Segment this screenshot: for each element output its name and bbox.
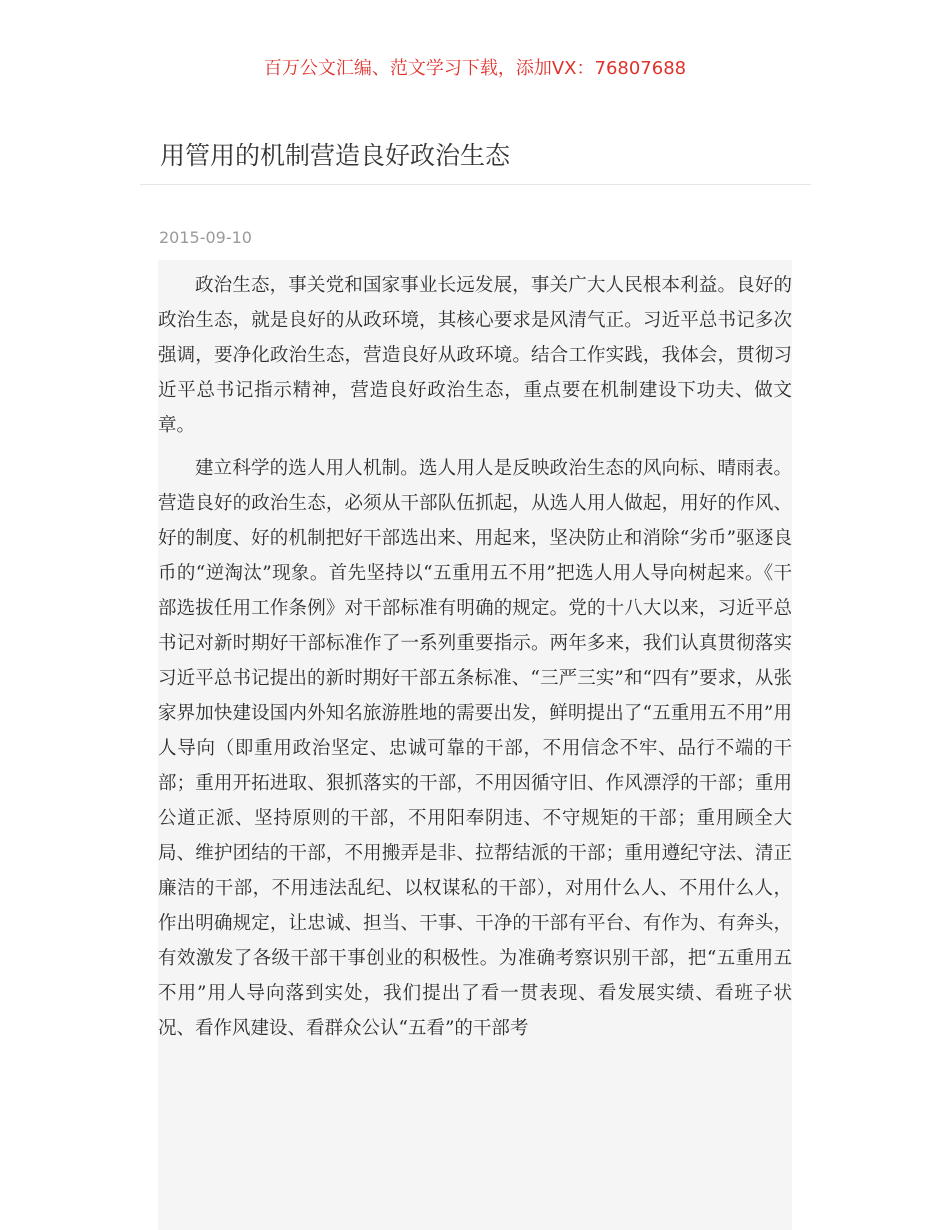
header-banner: 百万公文汇编、范文学习下载，添加VX：76807688	[263, 58, 687, 79]
publish-date: 2015-09-10	[159, 228, 252, 247]
article-title: 用管用的机制营造良好政治生态	[160, 141, 511, 170]
title-divider	[140, 184, 811, 185]
article-paragraph: 建立科学的选人用人机制。选人用人是反映政治生态的风向标、晴雨表。营造良好的政治生态，必须从干部队伍抓起，从选人用人做起，用好的作风、好的制度、好的机制把好干部选出来、用起来，坚决防止和消除“劣币”驱逐良币的“逆淘汰”现象。首先坚持以“五重用五不用”把选人用人导向树起来。《干部选拔任用工作条例》对干部标准有明确的规定。党的十八大以来，习近平总书记对新时期好干部标准作了一系列重要指示。两年多来，我们认真贯彻落实习近平总书记提出的新时期好干部五条标准、“三严三实”和“四有”要求，从张家界加快建设国内外知名旅游胜地的需要出发，鲜明提出了“五重用五不用”用人导向（即重用政治坚定、忠诚可靠的干部，不用信念不牢、品行不端的干部；重用开拓进取、狠抓落实的干部，不用因循守旧、作风漂浮的干部；重用公道正派、坚持原则的干部，不用阳奉阴违、不守规矩的干部；重用顾全大局、维护团结的干部，不用搬弄是非、拉帮结派的干部；重用遵纪守法、清正廉洁的干部，不用违法乱纪、以权谋私的干部），对用什么人、不用什么人，作出明确规定，让忠诚、担当、干事、干净的干部有平台、有作为、有奔头，有效激发了各级干部干事创业的积极性。为准确考察识别干部，把“五重用五不用”用人导向落到实处，我们提出了看一贯表现、看发展实绩、看班子状况、看作风建设、看群众公认“五看”的干部考	[158, 458, 792, 1039]
article-body	[158, 260, 792, 1230]
article-paragraph: 政治生态，事关党和国家事业长远发展，事关广大人民根本利益。良好的政治生态，就是良好的从政环境，其核心要求是风清气正。习近平总书记多次强调，要净化政治生态，营造良好从政环境。结合工作实践，我体会，贯彻习近平总书记指示精神，营造良好政治生态，重点要在机制建设下功夫、做文章。	[158, 275, 792, 436]
